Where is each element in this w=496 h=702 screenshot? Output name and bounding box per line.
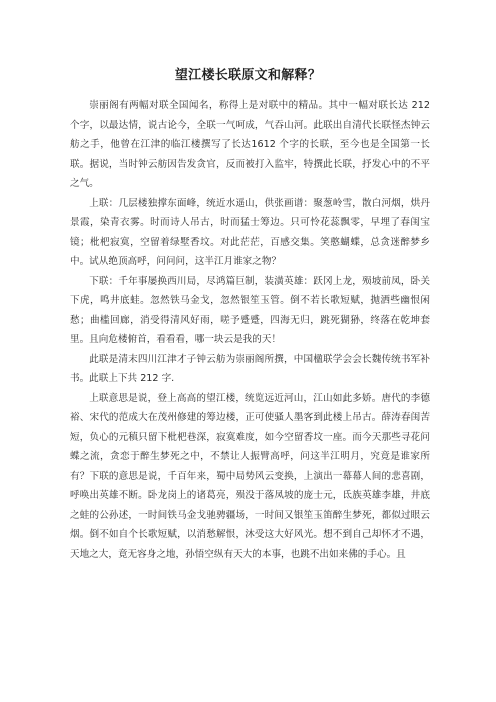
paragraph: 上联意思是说，登上高高的望江楼，统览远近河山，江山如此多娇。唐代的李德裕、宋代的范成大在茂州修建的筹边楼，正可使骚人墨客到此楼上吊古。薛涛春闺苦短，负心的元稹只留下枇杷巷深，寂寞难度，如今空留香坟一座。而今天那些寻花问蝶之流，贪恋于醉生梦死之中，不禁让人振臂高呼，问这半江明月，究竟是谁家所有？下联的意思是说，千百年来，蜀中局势风云变换，上演出一幕幕人间的悲喜剧，呼唤出英雄不断。卧龙岗上的诸葛亮，殒没于落凤坡的庞士元，氐族英雄李雄，井底之蛙的公孙述，一时间铁马金戈驰骋疆场，一时间又银笙玉笛醉生梦死，都似过眼云烟。倒不如自个长歌短赋，以消愁解恨，沐受这大好风光。想不到自己却怀才不遇，天地之大，竟无容身之地，孙悟空纵有天大的本事，也跳不出如来佛的手心。且 <box>70 392 430 560</box>
paragraph: 此联是清末四川江津才子钟云舫为崇丽阁所撰，中国楹联学会会长魏传统书军补书。此联上下共 212 字. <box>70 353 430 384</box>
paragraph: 崇丽阁有两幅对联全国闻名，称得上是对联中的精品。其中一幅对联长达 212 个字，以最达情，说古论今，全联一气呵成，气吞山河。此联出自清代长联怪杰钟云舫之手，他曾在江津的临江楼撰写了长达1612 个字的长联，至今也是全国第一长联。据说，当时钟云舫因告发贪官，反而被打入监牢，特撰此长联，抒发心中的不平之气。 <box>70 100 430 189</box>
document-title: 望江楼长联原文和解释？ <box>174 68 322 83</box>
document-body <box>70 96 430 564</box>
paragraph: 上联：几层楼独撑东面峰，统近水遥山，供张画谱：聚葱岭雪，散白河烟，烘丹景霞，染青衣雾。时而诗人吊古，时而猛士筹边。只可怜花蕊飘零，早埋了春闺宝镜；枇杷寂寞，空留着绿墅香坟。对此茫茫，百感交集。笑憨蝴蝶，总贪迷醉梦乡中。试从绝顶高呼，问问问，这半江月谁家之物？ <box>70 197 430 267</box>
paragraph: 下联：千年事屡换西川局，尽鸿篇巨制，装潢英雄：跃冈上龙，殒坡前凤，卧关下虎，鸣井底蛙。忽然铁马金戈，忽然银笙玉管。倒不若长歌短赋，抛洒些幽恨闲愁；曲槛回廊，消受得清风好雨，嗟予蹙蹙，四海无归，跳死猢狲，终落在乾坤套里。且向危楼俯首，看看看，哪一块云是我的天！ <box>70 275 430 345</box>
